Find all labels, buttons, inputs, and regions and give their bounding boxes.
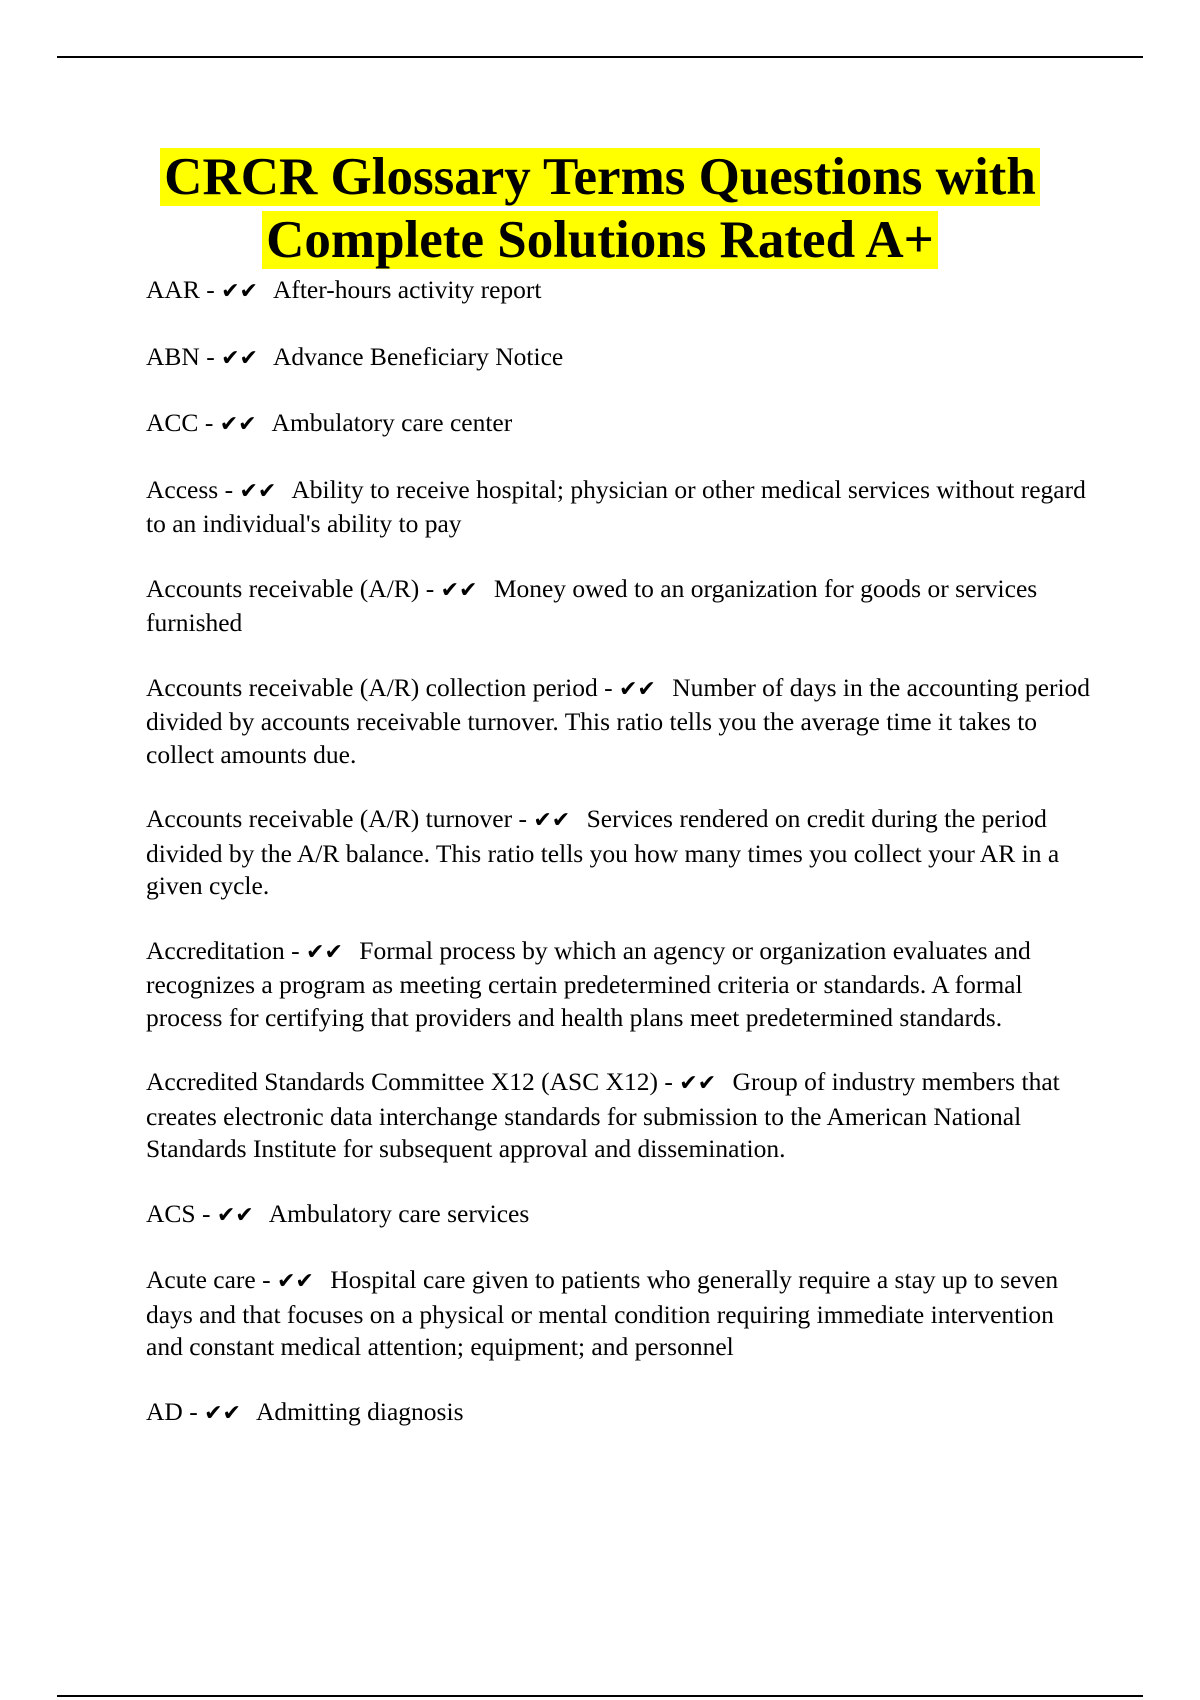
page-title bbox=[60, 146, 1140, 272]
glossary-definition: Ability to receive hospital; physician or other medical services without regard to an individual's ability to pay bbox=[146, 474, 1086, 538]
glossary-entry bbox=[146, 803, 1091, 903]
double-check-icon: ✔✔ bbox=[276, 1269, 314, 1294]
term-separator: - bbox=[198, 408, 220, 437]
glossary-definition: Services rendered on credit during the period divided by the A/R balance. This ratio tells you how many times you collect your AR in a given cycle. bbox=[146, 804, 1060, 900]
term-separator: - bbox=[199, 275, 222, 304]
title-line-2: Complete Solutions Rated A+ bbox=[262, 211, 938, 269]
double-check-icon: ✔✔ bbox=[204, 1400, 241, 1426]
glossary-term: Acute care bbox=[146, 1265, 256, 1294]
term-separator: - bbox=[218, 474, 240, 504]
term-separator: - bbox=[597, 672, 619, 702]
glossary-term: AAR bbox=[146, 275, 200, 304]
glossary-list bbox=[146, 274, 1091, 1462]
glossary-entry bbox=[146, 1066, 1091, 1166]
glossary-entry bbox=[146, 1396, 1091, 1431]
glossary-entry bbox=[146, 274, 1091, 309]
glossary-definition: Money owed to an organization for goods or services furnished bbox=[146, 573, 1038, 637]
glossary-term: ACS bbox=[146, 1198, 196, 1228]
bottom-rule bbox=[57, 1695, 1143, 1697]
term-separator: - bbox=[182, 1396, 205, 1426]
glossary-entry bbox=[146, 573, 1091, 640]
glossary-definition: Advance Beneficiary Notice bbox=[272, 341, 564, 371]
double-check-icon: ✔✔ bbox=[306, 939, 343, 965]
glossary-definition: After-hours activity report bbox=[272, 275, 542, 304]
double-check-icon: ✔✔ bbox=[239, 478, 277, 504]
double-check-icon: ✔✔ bbox=[221, 345, 258, 371]
double-check-icon: ✔✔ bbox=[440, 577, 478, 603]
glossary-definition: Ambulatory care services bbox=[268, 1198, 530, 1228]
glossary-term: Accounts receivable (A/R) turnover bbox=[146, 804, 513, 833]
glossary-entry bbox=[146, 474, 1091, 541]
glossary-term: Access bbox=[146, 474, 219, 504]
glossary-term: Accredited Standards Committee X12 (ASC X12) bbox=[146, 1067, 659, 1096]
term-separator: - bbox=[195, 1198, 217, 1228]
double-check-icon: ✔✔ bbox=[679, 1071, 717, 1096]
glossary-term: Accounts receivable (A/R) collection period bbox=[146, 672, 598, 702]
glossary-entry bbox=[146, 341, 1091, 376]
double-check-icon: ✔✔ bbox=[619, 676, 656, 702]
glossary-definition: Number of days in the accounting period divided by accounts receivable turnover. This ratio tells you the average time it takes to collect amounts due. bbox=[146, 672, 1091, 769]
glossary-definition: Ambulatory care center bbox=[271, 408, 513, 437]
glossary-term: AD bbox=[146, 1396, 183, 1426]
glossary-entry bbox=[146, 1264, 1091, 1364]
glossary-entry bbox=[146, 935, 1091, 1035]
title-line-1: CRCR Glossary Terms Questions with bbox=[160, 148, 1040, 206]
glossary-definition: Admitting diagnosis bbox=[255, 1396, 464, 1426]
term-separator: - bbox=[284, 935, 307, 965]
glossary-definition: Formal process by which an agency or organization evaluates and recognizes a program as meeting certain predetermined criteria or standards. A formal process for certifying that providers and health plans meet predetermined standards. bbox=[146, 935, 1031, 1032]
top-rule bbox=[57, 56, 1143, 58]
double-check-icon: ✔✔ bbox=[216, 1202, 254, 1228]
term-separator: - bbox=[512, 804, 534, 833]
glossary-term: Accounts receivable (A/R) bbox=[146, 573, 420, 603]
glossary-entry bbox=[146, 407, 1091, 442]
glossary-definition: Group of industry members that creates electronic data interchange standards for submission to the American National Standards Institute for subsequent approval and dissemination. bbox=[146, 1067, 1060, 1163]
double-check-icon: ✔✔ bbox=[219, 412, 257, 437]
glossary-term: Accreditation bbox=[146, 935, 285, 965]
term-separator: - bbox=[658, 1067, 680, 1096]
glossary-entry bbox=[146, 672, 1091, 772]
term-separator: - bbox=[255, 1265, 277, 1294]
glossary-definition: Hospital care given to patients who generally require a stay up to seven days and that focuses on a physical or mental condition requiring immediate intervention and constant medical attention; equipment; and personnel bbox=[146, 1265, 1059, 1361]
glossary-term: ACC bbox=[146, 408, 199, 437]
double-check-icon: ✔✔ bbox=[221, 279, 258, 304]
glossary-entry bbox=[146, 1198, 1091, 1233]
double-check-icon: ✔✔ bbox=[533, 808, 571, 833]
term-separator: - bbox=[419, 573, 441, 603]
term-separator: - bbox=[199, 341, 222, 371]
glossary-term: ABN bbox=[146, 341, 200, 371]
